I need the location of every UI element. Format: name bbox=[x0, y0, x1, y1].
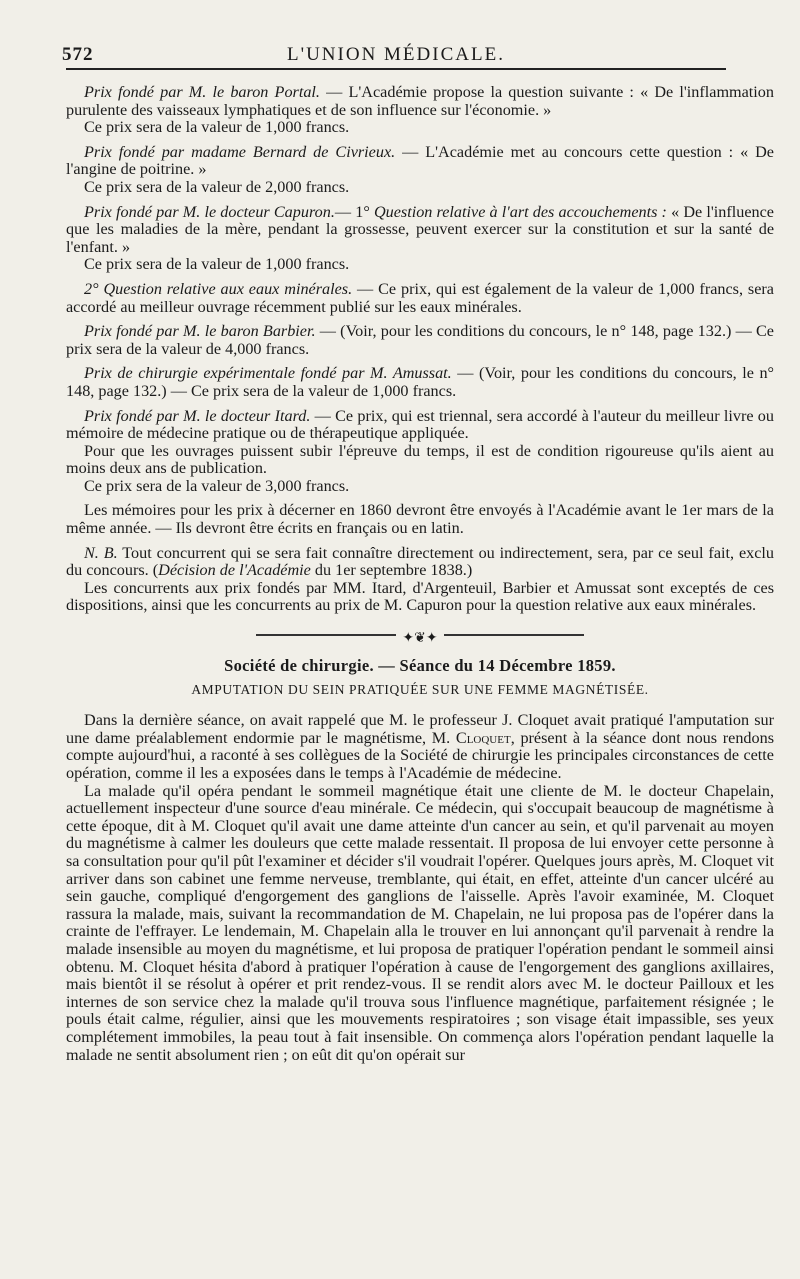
question-label: — 1° bbox=[334, 202, 374, 221]
ornament-divider bbox=[66, 629, 774, 647]
article-text: Dans la dernière séance, on avait rappelé que M. le professeur J. Cloquet avait pratiqué l'amputation sur une dame préalablement endormie par le magnétisme, M. bbox=[66, 711, 774, 747]
prize-text: — (Voir, pour les conditions du concours, le n° 148, page 132.) — Ce prix sera de la valeur de 1,000 francs. bbox=[66, 364, 775, 400]
prize-text: — L'Académie met au concours cette question : « De l'angine de poitrine. » bbox=[66, 142, 774, 179]
prize-name: Prix fondé par M. le docteur Itard. bbox=[84, 406, 311, 425]
prize-value: Ce prix sera de la valeur de 1,000 francs. bbox=[84, 118, 350, 137]
running-header bbox=[62, 34, 726, 70]
page-number: 572 bbox=[62, 44, 94, 65]
prize-name: Prix fondé par M. le docteur Capuron. bbox=[84, 202, 335, 221]
prize-value: Ce prix sera de la valeur de 1,000 francs. bbox=[84, 255, 350, 274]
prize-portal bbox=[66, 84, 774, 119]
question-text: — Ce prix, qui est également de la valeur de 1,000 francs, sera accordé au meilleur ouvrage récemment publié sur les eaux minérales. bbox=[66, 279, 774, 316]
section-subtitle: AMPUTATION DU SEIN PRATIQUÉE SUR UNE FEMME MAGNÉTISÉE. bbox=[191, 681, 649, 697]
article-body bbox=[66, 84, 774, 1064]
article-text: , présent à la séance dont nous rendons compte aujourd'hui, a raconté à ses collègues de la Société de chirurgie les principales circonstances de cette opération, comme il les a exposées dans le temps à l'Académie de médecine. bbox=[66, 728, 775, 782]
nb-decision: Décision de l'Académie bbox=[158, 561, 311, 580]
prize-name: Prix de chirurgie expérimentale fondé par M. Amussat. bbox=[84, 364, 452, 383]
prize-itard bbox=[66, 408, 774, 443]
prize-text: — L'Académie propose la question suivante : « De l'inflammation purulente des vaisseaux lymphatiques et de son influence sur l'économie. » bbox=[66, 83, 774, 119]
question-title: Question relative à l'art des accouchements : bbox=[373, 202, 667, 221]
nb-label: N. B. bbox=[84, 543, 118, 562]
prize-text: — Ce prix, qui est triennal, sera accordé à l'auteur du meilleur livre ou mémoire de médecine pratique ou de thérapeutique appliquée. bbox=[66, 406, 774, 443]
nb-paragraph bbox=[66, 545, 774, 580]
section-title: Société de chirurgie. — Séance du 14 Décembre 1859. bbox=[224, 656, 616, 676]
prize-civrieux bbox=[66, 144, 774, 179]
prize-value: Ce prix sera de la valeur de 2,000 francs. bbox=[84, 177, 350, 196]
exceptions-paragraph: Les concurrents aux prix fondés par MM. Itard, d'Argenteuil, Barbier et Amussat sont exceptés de ces dispositions, ainsi que les concurrents au prix de M. Capuron pour la question relative aux eaux minérales. bbox=[66, 578, 774, 615]
question-title: 2° Question relative aux eaux minérales. bbox=[84, 279, 353, 298]
prize-name: Prix fondé par M. le baron Portal. bbox=[84, 83, 320, 101]
prize-barbier bbox=[66, 323, 774, 358]
prize-capuron bbox=[66, 204, 774, 257]
person-name: Cloquet bbox=[455, 728, 511, 747]
article-paragraph-1 bbox=[66, 712, 774, 782]
prize-text: — (Voir, pour les conditions du concours, le n° 148, page 132.) — Ce prix sera de la valeur de 4,000 francs. bbox=[66, 322, 774, 358]
prize-name: Prix fondé par M. le baron Barbier. bbox=[84, 322, 316, 341]
deadline-paragraph: Les mémoires pour les prix à décerner en 1860 devront être envoyés à l'Académie avant le 1er mars de la même année. — Ils devront être écrits en français ou en latin. bbox=[66, 501, 774, 538]
ornament-icon: ✦❦✦ bbox=[396, 631, 443, 646]
nb-text: Tout concurrent qui se sera fait connaître directement ou indirectement, sera, par ce seul fait, exclu du concours. ( bbox=[66, 543, 774, 580]
nb-text-end: du 1er septembre 1838.) bbox=[310, 561, 473, 580]
prize-name: Prix fondé par madame Bernard de Civrieux. bbox=[84, 142, 396, 161]
prize-amussat bbox=[66, 365, 774, 400]
question-text: « De l'influence que les maladies de la mère, pendant la grossesse, peuvent exercer sur la constitution et sur la santé de l'enfant. » bbox=[66, 202, 774, 256]
prize-condition: Pour que les ouvrages puissent subir l'épreuve du temps, il est de condition rigoureuse qu'ils aient au moins deux ans de publication. bbox=[66, 441, 774, 478]
journal-title: L'UNION MÉDICALE. bbox=[287, 44, 505, 65]
prize-capuron-q2 bbox=[66, 281, 774, 316]
article-paragraph-2: La malade qu'il opéra pendant le sommeil magnétique était une cliente de M. le docteur Chapelain, actuellement inspecteur d'une source d'eau minérale. Ce médecin, qui s'occupait beaucoup de magnétisme à cette époque, dit à M. Cloquet qu'il avait une dame atteinte d'un cancer au sein, et qu'il parvenait au moyen du magnétisme à calmer les douleurs que cette malade ressentait. Il proposa de lui envoyer cette personne à sa consultation pour qu'il pût l'examiner et décider s'il voudrait l'opérer. Quelques jours après, M. Cloquet vit arriver dans son cabinet une femme nerveuse, tremblante, qui était, en effet, atteinte d'un cancer ulcéré au sein gauche, compliqué d'engorgement des ganglions de l'aisselle. Après l'avoir examinée, M. Cloquet rassura la malade, mais, suivant la recommandation de M. Chapelain, ne lui proposa pas de l'opérer dans la crainte de l'effrayer. Le lendemain, M. Chapelain alla le trouver en lui annonçant qu'il parvenait à rendre la malade insensible au moyen du magnétisme, et lui proposa de pratiquer l'opération pendant le sommeil ainsi obtenu. M. Cloquet hésita d'abord à pratiquer l'opération à cause de l'engorgement des ganglions axillaires, mais bientôt il se résolut à opérer et prit rendez-vous. Il se rendit alors avec M. le docteur Pailloux et les internes de son service chez la malade qu'il trouva sous l'influence magnétique, parfaitement résignée ; le pouls était calme, régulier, ainsi que les mouvements respiratoires ; son visage était impassible, ses yeux complétement immobiles, la peau tout à fait insensible. On commença alors l'opération pendant laquelle la malade ne sentit absolument rien ; on eût dit qu'on opérait sur bbox=[66, 781, 774, 1064]
prize-value: Ce prix sera de la valeur de 3,000 francs. bbox=[84, 476, 350, 495]
